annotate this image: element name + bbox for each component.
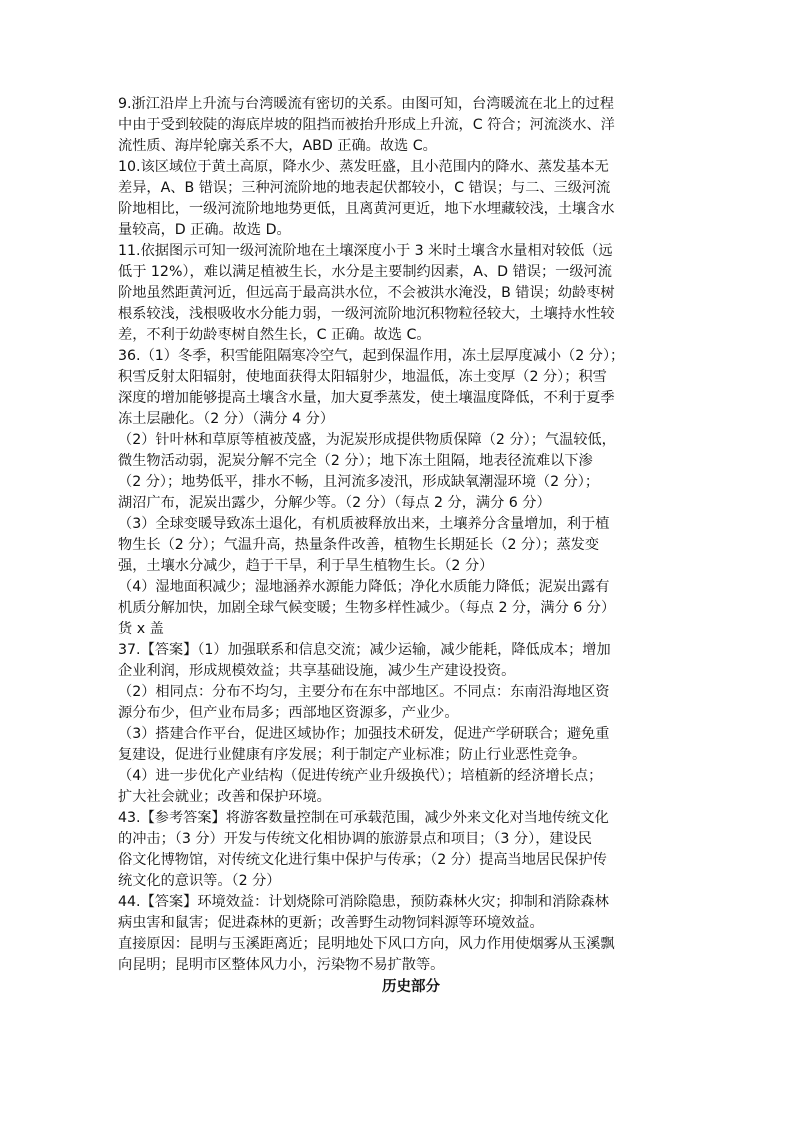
text-line: 源分布少，但产业布局多；西部地区资源多，产业少。: [118, 705, 459, 721]
text-line: 低于 12%），难以满足植被生长，水分是主要制约因素，A、D 错误；一级河流: [118, 264, 612, 280]
text-line: 直接原因：昆明与玉溪距离近；昆明地处下风口方向，风力作用使烟雾从玉溪飘: [118, 936, 615, 952]
text-line: （3）搭建合作平台，促进区域协作；加强技术研发，促进产学研联合；避免重: [118, 726, 610, 742]
text-line: 俗文化博物馆，对传统文化进行集中保护与传承；（2 分）提高当地居民保护传: [118, 852, 607, 868]
text-line: 43.【参考答案】将游客数量控制在可承载范围，减少外来文化对当地传统文化: [118, 810, 609, 826]
text-line: 强，土壤水分减少，趋于干旱，利于旱生植物生长。（2 分）: [118, 558, 494, 574]
text-line: 的冲击；（3 分）开发与传统文化相协调的旅游景点和项目；（3 分），建设民: [118, 831, 592, 847]
text-line: 阶地相比，一级河流阶地地势更低，且离黄河更近，地下水埋藏较浅，土壤含水: [118, 201, 615, 217]
section-title: 历史部分: [382, 978, 440, 995]
text-line: 冻土层融化。（2 分）（满分 4 分）: [118, 411, 335, 427]
text-line: 9.浙江沿岸上升流与台湾暖流有密切的关系。由图可知，台湾暖流在北上的过程: [118, 96, 614, 112]
text-line: （4）湿地面积减少；湿地涵养水源能力降低；净化水质能力降低；泥炭出露有: [118, 579, 610, 595]
text-line: 中由于受到较陡的海底岸坡的阻挡而被抬升形成上升流，C 符合；河流淡水、洋: [118, 117, 615, 133]
text-line: 流性质、海岸轮廓关系不大，ABD 正确。故选 C。: [118, 138, 437, 154]
text-line: 企业利润，形成规模效益；共享基础设施，减少生产建设投资。: [118, 663, 516, 679]
text-line: 扩大社会就业；改善和保护环境。: [118, 789, 331, 805]
text-line: （2）相同点：分布不均匀，主要分布在东中部地区。不同点：东南沿海地区资: [118, 684, 610, 700]
text-line: 差，不利于幼龄枣树自然生长，C 正确。故选 C。: [118, 327, 431, 343]
text-line: 36.（1）冬季，积雪能阻隔寒冷空气，起到保温作用，冻土层厚度减小（2 分）；: [118, 348, 625, 364]
text-line: 复建设，促进行业健康有序发展；利于制定产业标准；防止行业恶性竞争。: [118, 747, 587, 763]
text-line: 37.【答案】（1）加强联系和信息交流；减少运输，减少能耗，降低成本；增加: [118, 642, 611, 658]
text-line: 湖沼广布，泥炭出露少，分解少等。（2 分）（每点 2 分，满分 6 分）: [118, 495, 551, 511]
text-line: 根系较浅，浅根吸收水分能力弱，一级河流阶地沉积物粒径较大，土壤持水性较: [118, 306, 615, 322]
text-line: 向昆明；昆明市区整体风力小，污染物不易扩散等。: [118, 957, 445, 973]
text-line: 物生长（2 分）；气温升高，热量条件改善，植物生长期延长（2 分）；蒸发变: [118, 537, 600, 553]
text-line: （3）全球变暖导致冻土退化，有机质被释放出来，土壤养分含量增加，利于植: [118, 516, 610, 532]
text-line: 11.依据图示可知一级河流阶地在土壤深度小于 3 米时土壤含水量相对较低（远: [118, 243, 613, 259]
text-line: 44.【答案】环境效益：计划烧除可消除隐患，预防森林火灾；抑制和消除森林: [118, 894, 609, 910]
document-page: [118, 94, 678, 998]
text-line: 量较高，D 正确。故选 D。: [118, 222, 291, 238]
text-line: （2）针叶林和草原等植被茂盛，为泥炭形成提供物质保障（2 分）；气温较低，: [118, 432, 616, 448]
text-line: （2 分）；地势低平，排水不畅，且河流多凌汛，形成缺氧潮湿环境（2 分）；: [118, 474, 600, 490]
text-line: （4）进一步优化产业结构（促进传统产业升级换代）；培植新的经济增长点；: [118, 768, 603, 784]
text-line: 微生物活动弱，泥炭分解不完全（2 分）；地下冻土阻隔，地表径流难以下渗: [118, 453, 593, 469]
text-line: 深度的增加能够提高土壤含水量，加大夏季蒸发，使土壤温度降低，不利于夏季: [118, 390, 615, 406]
text-line: 统文化的意识等。（2 分）: [118, 873, 281, 889]
text-line: 阶地虽然距黄河近，但远高于最高洪水位，不会被洪水淹没，B 错误；幼龄枣树: [118, 285, 615, 301]
text-line: 机质分解加快，加剧全球气候变暖；生物多样性减少。（每点 2 分，满分 6 分）: [118, 600, 616, 616]
text-line: 10.该区域位于黄土高原，降水少、蒸发旺盛，且小范围内的降水、蒸发基本无: [118, 159, 609, 175]
text-line: 差异，A、B 错误；三种河流阶地的地表起伏都较小，C 错误；与二、三级河流: [118, 180, 611, 196]
text-line: 病虫害和鼠害；促进森林的更新；改善野生动物饲料源等环境效益。: [118, 915, 544, 931]
text-line: 货 x 盖: [118, 621, 164, 637]
text-line: 积雪反射太阳辐射，使地面获得太阳辐射少，地温低，冻土变厚（2 分）；积雪: [118, 369, 607, 385]
